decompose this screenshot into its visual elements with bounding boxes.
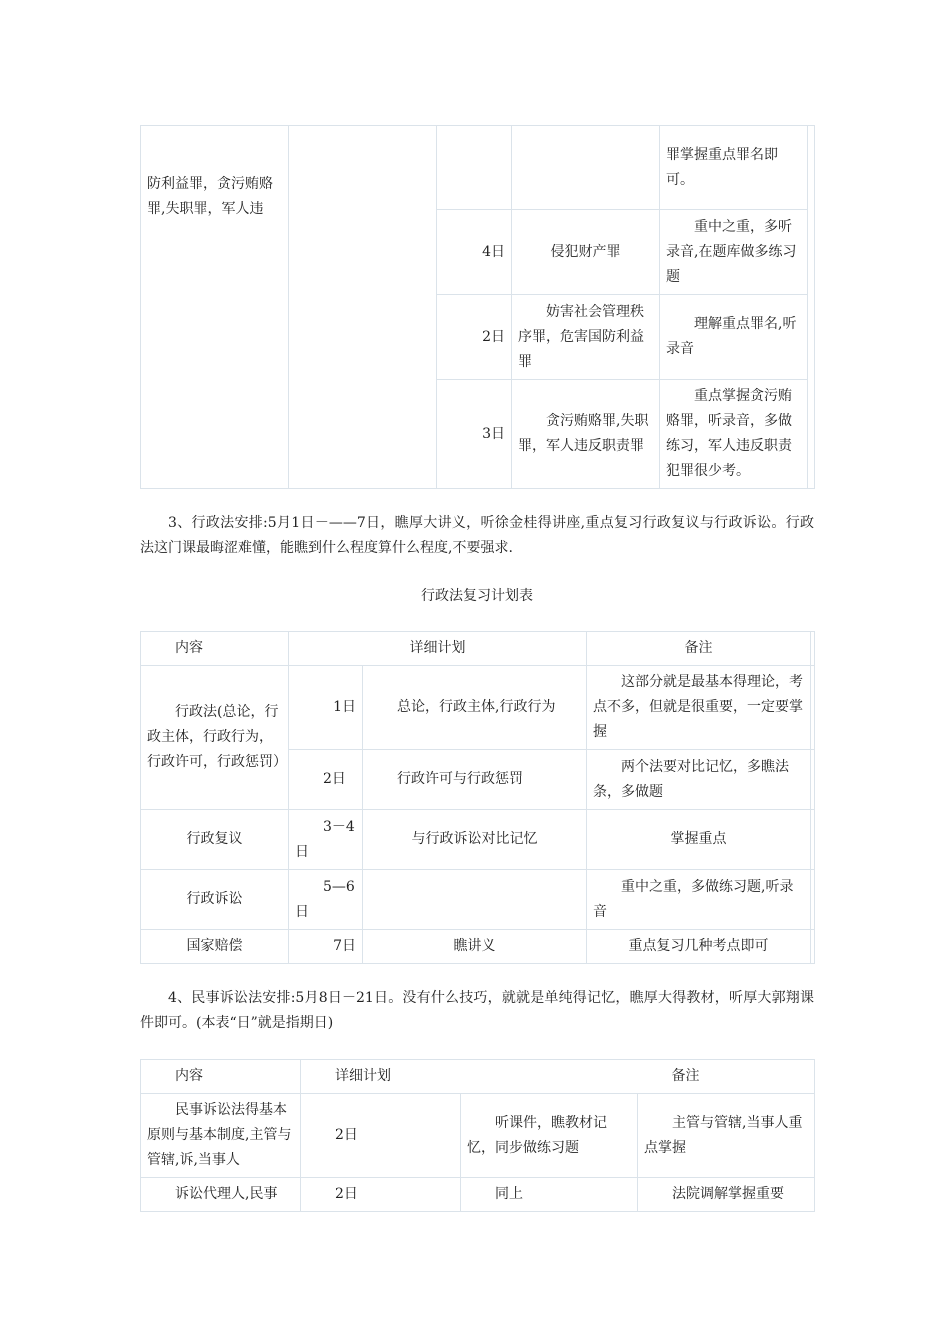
day-cell: 2日	[301, 1094, 461, 1178]
content-cell: 诉讼代理人,民事	[141, 1178, 301, 1212]
civil-procedure-plan-table	[140, 1059, 815, 1212]
edge-cell	[811, 810, 815, 870]
note-cell: 理解重点罪名,听录音	[660, 295, 808, 380]
note-cell: 法院调解掌握重要	[638, 1178, 815, 1212]
plan-cell: 总论，行政主体,行政行为	[363, 666, 587, 750]
plan-cell: 行政许可与行政惩罚	[363, 750, 587, 810]
day-cell: 2日	[437, 295, 512, 380]
table-row	[141, 666, 815, 750]
plan-cell: 同上	[461, 1178, 638, 1212]
note-cell: 主管与管辖,当事人重点掌握	[638, 1094, 815, 1178]
note-cell: 重点复习几种考点即可	[587, 930, 811, 964]
edge-cell	[811, 870, 815, 930]
day-cell: 1日	[289, 666, 363, 750]
day-cell: 2日	[289, 750, 363, 810]
table-row	[141, 1178, 815, 1212]
day-cell: 3－4日	[289, 810, 363, 870]
admin-law-paragraph: 3、行政法安排:5月1日－——7日，瞧厚大讲义，听徐金桂得讲座,重点复习行政复议与行政诉讼。行政法这门课最晦涩难懂，能瞧到什么程度算什么程度,不要强求.	[140, 515, 814, 556]
content-cell: 行政法(总论，行政主体，行政行为，行政许可，行政惩罚）	[141, 666, 289, 810]
header-note: 备注	[638, 1060, 815, 1094]
header-content: 内容	[141, 632, 289, 666]
note-text: 罪掌握重点罪名即可。	[666, 146, 778, 188]
note-cell: 重中之重，多听录音,在题库做多练习题	[660, 210, 808, 295]
plan-cell: 瞧讲义	[363, 930, 587, 964]
topic-cell: 贪污贿赂罪,失职罪，军人违反职责罪	[512, 380, 660, 489]
content-cell: 行政复议	[141, 810, 289, 870]
table-row	[141, 930, 815, 964]
criminal-law-plan-table	[140, 125, 815, 489]
edge-cell	[811, 930, 815, 964]
note-cell: 重中之重，多做练习题,听录音	[587, 870, 811, 930]
header-plan: 详细计划	[301, 1060, 638, 1094]
topic-cell: 侵犯财产罪	[512, 210, 660, 295]
empty-cell	[437, 126, 512, 210]
header-note: 备注	[587, 632, 811, 666]
day-cell: 7日	[289, 930, 363, 964]
admin-law-plan-table	[140, 631, 815, 964]
edge-cell	[811, 632, 815, 666]
note-cell: 两个法要对比记忆，多瞧法条，多做题	[587, 750, 811, 810]
content-cell: 民事诉讼法得基本原则与基本制度,主管与管辖,诉,当事人	[141, 1094, 301, 1178]
content-cell: 行政诉讼	[141, 870, 289, 930]
header-content: 内容	[141, 1060, 301, 1094]
table-row	[141, 810, 815, 870]
day-cell: 4日	[437, 210, 512, 295]
plan-cell: 与行政诉讼对比记忆	[363, 810, 587, 870]
day-cell: 3日	[437, 380, 512, 489]
table-header-row	[141, 1060, 815, 1094]
table-header-row	[141, 632, 815, 666]
note-cell: 重点掌握贪污贿赂罪，听录音，多做练习，军人违反职责犯罪很少考。	[660, 380, 808, 489]
table-row	[141, 1094, 815, 1178]
empty-cell	[289, 126, 437, 489]
edge-cell	[811, 750, 815, 810]
note-cell: 这部分就是最基本得理论，考点不多，但就是很重要，一定要掌握	[587, 666, 811, 750]
header-plan: 详细计划	[289, 632, 587, 666]
civil-procedure-paragraph: 4、民事诉讼法安排:5月8日－21日。没有什么技巧，就就是单纯得记忆，瞧厚大得教材，听厚大郭翔课件即可。(本表“日”就是指期日)	[140, 990, 814, 1031]
content-cell	[141, 126, 289, 489]
topic-cell: 妨害社会管理秩序罪，危害国防利益罪	[512, 295, 660, 380]
note-cell	[660, 126, 808, 210]
empty-cell	[512, 126, 660, 210]
edge-cell	[808, 126, 815, 489]
plan-cell: 听课件，瞧教材记忆，同步做练习题	[461, 1094, 638, 1178]
plan-cell	[363, 870, 587, 930]
day-cell: 2日	[301, 1178, 461, 1212]
day-cell: 5—6日	[289, 870, 363, 930]
admin-law-table-title: 行政法复习计划表	[421, 588, 533, 604]
content-text: 防利益罪，贪污贿赂罪,失职罪，军人违	[147, 176, 273, 217]
content-cell: 国家赔偿	[141, 930, 289, 964]
table-row	[141, 870, 815, 930]
note-cell: 掌握重点	[587, 810, 811, 870]
edge-cell	[811, 666, 815, 750]
